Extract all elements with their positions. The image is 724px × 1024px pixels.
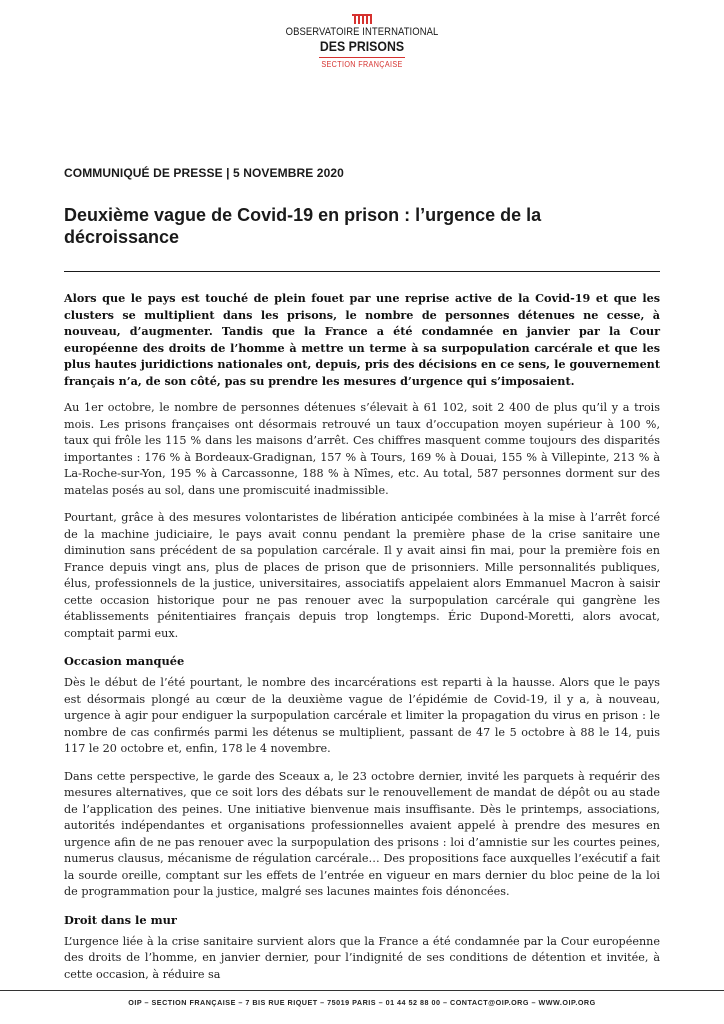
logo-divider xyxy=(319,57,405,58)
logo-org-name: OBSERVATOIRE INTERNATIONAL xyxy=(285,26,439,38)
footer-contact: OIP – SECTION FRANÇAISE – 7 BIS RUE RIQUET – 75019 PARIS – 01 44 52 88 00 – CONTACT@OIP.ORG – WWW.OIP.ORG xyxy=(128,998,596,1007)
paragraph-echr-condemnation: L’urgence liée à la crise sanitaire survient alors que la France a été condamnée par la Cour européenne des droits de l’homme, en janvier dernier, pour l’indignité de ses conditions de détention et invitée, à cette occasion, à réduire sa xyxy=(64,934,660,981)
oip-logo xyxy=(0,10,724,69)
press-release-dateline: COMMUNIQUÉ DE PRESSE | 5 NOVEMBRE 2020 xyxy=(64,166,344,180)
paragraph-occupancy: Au 1er octobre, le nombre de personnes détenues s’élevait à 61 102, soit 2 400 de plus qu’il y a trois mois. Les prisons françaises ont désormais retrouvé un taux d’occupation moyen supérieur à 100 %, taux qui frôle les 115 % dans les maisons d’arrêt. Ces chiffres masquent comme toujours des disparités importantes : 176 % à Bordeaux-Gradignan, 157 % à Tours, 169 % à Douai, 155 % à Villepinte, 213 % à La-Roche-sur-Yon, 195 % à Carcassonne, 188 % à Nîmes, etc. Au total, 587 personnes dorment sur des matelas posés au sol, dans une promiscuité inadmissible. xyxy=(64,401,660,497)
paragraph-minister-measures: Dans cette perspective, le garde des Sceaux a, le 23 octobre dernier, invité les parquets à requérir des mesures alternatives, que ce soit lors des débats sur le renouvellement de mandat de dépôt ou au stade de l’application des peines. Une initiative bienvenue mais insuffisante. Dès le printemps, associations, autorités indépendantes et organisations professionnelles avaient appelé à prendre des mesures en urgence afin de ne pas renouer avec la surpopulation des prisons : loi d’amnistie sur les courtes peines, numerus clausus, mécanisme de régulation carcérale… Des propositions face auxquelles l’exécutif a fait la sourde oreille, comptant sur les effets de l’entrée en vigueur en mars dernier du bloc peine de la loi de programmation pour la justice, malgré ses lacunes maintes fois dénoncées. xyxy=(64,769,660,898)
prison-bars-icon xyxy=(352,10,372,24)
lead-paragraph: Alors que le pays est touché de plein fouet par une reprise active de la Covid-19 et que les clusters se multiplient dans les prisons, le nombre de personnes détenues ne cesse, à nouveau, d’augmenter. Tandis que la France a été condamnée en janvier par la Cour européenne des droits de l’homme à mettre un terme à sa surpopulation carcérale et que les plus hautes juridictions nationales ont, depuis, pris des décisions en ce sens, le gouvernement français n’a, de son côté, pas su prendre les mesures d’urgence qui s’imposaient. xyxy=(64,291,660,388)
section-heading-straight-into-wall: Droit dans le mur xyxy=(64,912,177,927)
section-heading-missed-opportunity: Occasion manquée xyxy=(64,654,185,668)
page-title: Deuxième vague de Covid-19 en prison : l’urgence de la décroissance xyxy=(64,205,542,247)
logo-org-name-bold: DES PRISONS xyxy=(319,38,405,54)
footer-divider xyxy=(0,990,724,991)
title-divider xyxy=(64,271,660,272)
article-body xyxy=(64,290,660,994)
paragraph-first-wave: Pourtant, grâce à des mesures volontaristes de libération anticipée combinées à la mise à l’arrêt forcé de la machine judiciaire, le pays avait connu pendant la première phase de la crise sanitaire une diminution sans précédent de sa population carcérale. Il y avait ainsi fin mai, pour la première fois en France depuis vingt ans, plus de places de prison que de prisonniers. Mille personnalités publiques, élus, professionnels de la justice, universitaires, associatifs appelaient alors Emmanuel Macron à saisir cette occasion historique pour ne pas renouer avec la surpopulation carcérale qui gangrène les établissements pénitentiaires français depuis trop longtemps. Éric Dupond-Moretti, alors avocat, comptait parmi eux. xyxy=(64,511,660,640)
paragraph-second-wave: Dès le début de l’été pourtant, le nombre des incarcérations est reparti à la hausse. Alors que le pays est désormais plongé au cœur de la deuxième vague de l’épidémie de Covid-19, il y a, à nouveau, urgence à agir pour endiguer la surpopulation carcérale et limiter la propagation du virus en prison : le nombre de cas confirmés parmi les détenus se multiplient, passant de 47 le 5 octobre à 88 le 14, puis 117 le 20 octobre et, enfin, 178 le 4 novembre. xyxy=(64,676,660,755)
logo-section: SECTION FRANÇAISE xyxy=(321,60,403,69)
